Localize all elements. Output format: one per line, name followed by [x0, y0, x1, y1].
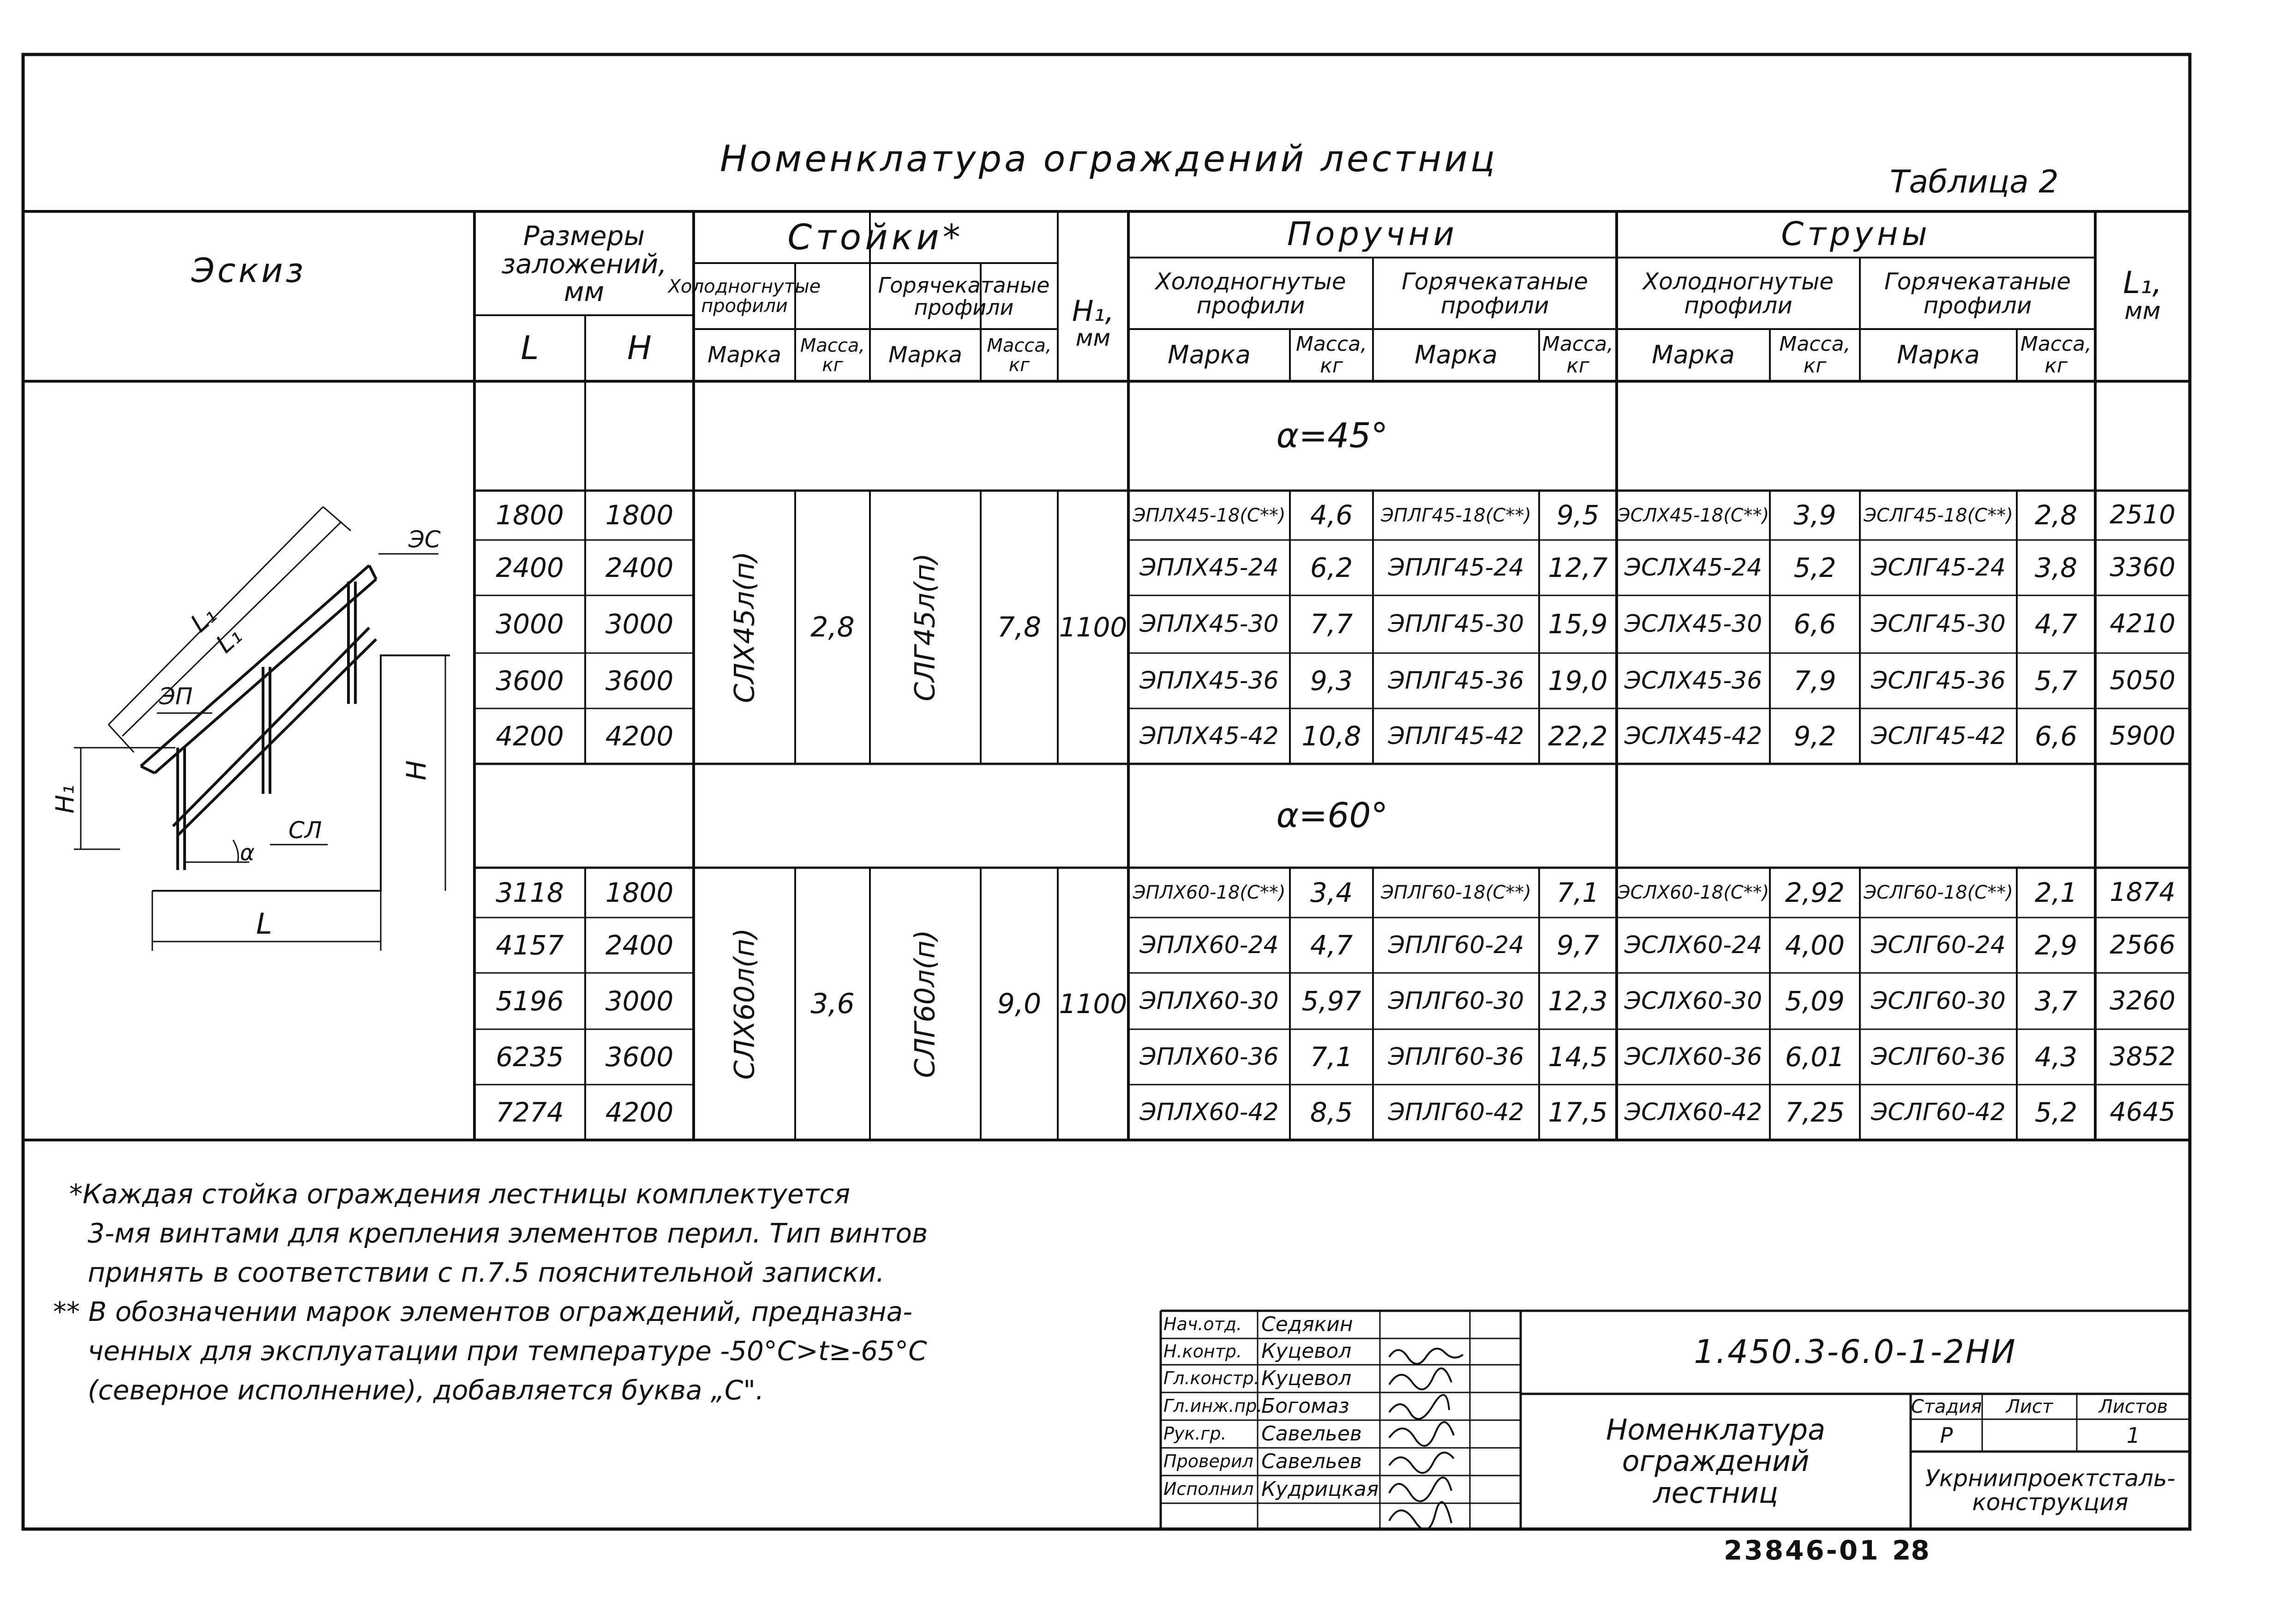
header-l1: [2095, 235, 2190, 355]
mass-l1: Масса,: [1779, 332, 1851, 356]
table-cell-string-cold-mass: 7,25: [1785, 1096, 1845, 1128]
role-name: Савельев: [1261, 1422, 1362, 1446]
header-posts-hot: [870, 264, 1058, 329]
table-cell-string-cold-mass: 5,2: [1793, 552, 1836, 583]
table-cell-L1: 3260: [2110, 985, 2176, 1016]
mark-header: Марка: [1415, 340, 1498, 370]
role-name: Седякин: [1261, 1312, 1353, 1336]
header-handrails-hot: [1373, 258, 1617, 329]
page-number: 28: [1892, 1535, 1930, 1566]
signatures: [1389, 1349, 1463, 1530]
footnotes: [53, 1175, 928, 1410]
table-cell-string-cold-mark: ЭСЛХ45-24: [1624, 553, 1762, 582]
header-posts-cold: [668, 264, 821, 329]
sketch-label-sl: СЛ: [288, 817, 322, 844]
header-sizes-line2: заложений,: [501, 248, 667, 280]
table-cell-string-hot-mass: 5,7: [2034, 665, 2078, 696]
table-cell-string-hot-mark: ЭСЛГ60-24: [1871, 931, 2006, 959]
note-1-line-3: принять в соответствии с п.7.5 пояснительной записки.: [88, 1257, 885, 1288]
table-cell-string-hot-mark: ЭСЛГ60-42: [1871, 1098, 2006, 1126]
table-cell-string-cold-mark: ЭСЛХ60-18(С**): [1617, 882, 1769, 903]
table-cell-handrail-cold-mass: 4,6: [1310, 499, 1353, 531]
table-cell-string-cold-mass: 6,6: [1793, 608, 1836, 640]
organization: [1911, 1452, 2190, 1529]
table-cell-string-cold-mark: ЭСЛХ45-18(С**): [1617, 504, 1769, 526]
table-cell-L1: 4210: [2110, 609, 2176, 639]
table-cell-L1: 5900: [2110, 720, 2176, 751]
mark-header: Марка: [888, 342, 962, 368]
mass-l2: кг: [1008, 354, 1030, 376]
hot-line2: профили: [914, 295, 1014, 320]
table-cell-handrail-cold-mass: 4,7: [1310, 929, 1353, 961]
doc-title-line-2: ограждений: [1622, 1444, 1810, 1478]
table-cell-handrail-hot-mass: 17,5: [1548, 1096, 1608, 1128]
sheets-value: 1: [2126, 1422, 2140, 1448]
doc-title-line-3: лестниц: [1653, 1476, 1778, 1510]
table-cell-handrail-hot-mark: ЭПЛГ60-18(С**): [1381, 882, 1531, 903]
st-cold-line2: профили: [1684, 292, 1792, 319]
role-label: Исполнил: [1163, 1479, 1254, 1500]
cold-line2: профили: [701, 295, 788, 317]
table-cell-string-hot-mass: 2,1: [2034, 876, 2078, 908]
table-cell-L1: 3852: [2110, 1041, 2176, 1072]
post-hot-mass-60: 9,0: [997, 987, 1042, 1020]
table-cell-handrail-cold-mark: ЭПЛХ45-18(С**): [1133, 504, 1286, 526]
post-hot-mark-60-text: СЛГ60л(п): [909, 930, 941, 1078]
mass-l2: кг: [1803, 354, 1827, 378]
role-label: Н.контр.: [1163, 1341, 1242, 1362]
mass-header: [981, 329, 1058, 381]
mass-l1: Масса,: [987, 335, 1052, 356]
post-hot-mark-45: [870, 491, 981, 764]
table-cell-string-cold-mark: ЭСЛХ60-30: [1624, 987, 1762, 1015]
sheets-header: Листов: [2098, 1396, 2168, 1417]
role-label: Рук.гр.: [1163, 1423, 1227, 1444]
role-name: Богомаз: [1261, 1394, 1349, 1418]
table-cell-handrail-cold-mark: ЭПЛХ45-24: [1139, 553, 1279, 582]
mass-l1: Масса,: [1295, 332, 1367, 356]
table-cell-L: 6235: [496, 1041, 564, 1073]
table-cell-string-hot-mark: ЭСЛГ60-30: [1871, 987, 2006, 1015]
role-name: Куцевол: [1261, 1339, 1352, 1363]
sketch-label-es: ЭС: [408, 526, 441, 553]
table-cell-string-hot-mass: 5,2: [2034, 1096, 2078, 1128]
table-cell-string-hot-mass: 2,8: [2034, 499, 2078, 531]
table-cell-handrail-cold-mass: 7,1: [1310, 1041, 1353, 1073]
h1-unit: мм: [1075, 324, 1111, 352]
table-cell-handrail-hot-mark: ЭПЛГ45-42: [1388, 722, 1524, 750]
sheet-header: Лист: [2006, 1396, 2053, 1417]
table-cell-string-hot-mark: ЭСЛГ60-18(С**): [1864, 882, 2013, 903]
mass-header: [2017, 329, 2095, 381]
table-cell-L1: 2566: [2110, 930, 2176, 960]
h1-value-60: 1100: [1059, 988, 1127, 1020]
table-cell-handrail-hot-mass: 9,7: [1556, 929, 1600, 961]
mark-header: Марка: [1168, 340, 1251, 370]
table-cell-handrail-cold-mark: ЭПЛХ60-30: [1139, 987, 1279, 1015]
table-cell-H: 3000: [605, 985, 674, 1017]
note-2-line-1: ** В обозначении марок элементов ограждений, предназна-: [53, 1296, 913, 1327]
st-hot-line2: профили: [1923, 292, 2032, 319]
header-sizes-line3: мм: [564, 276, 605, 308]
table-cell-string-hot-mark: ЭСЛГ45-18(С**): [1864, 504, 2013, 526]
note-1-line-1: *Каждая стойка ограждения лестницы комплектуется: [69, 1178, 851, 1210]
role-name: Кудрицкая: [1261, 1477, 1379, 1501]
table-cell-handrail-hot-mass: 14,5: [1548, 1041, 1608, 1073]
post-hot-mass-45: 7,8: [997, 611, 1042, 643]
table-label: Таблица 2: [1890, 164, 2059, 200]
table-cell-handrail-cold-mass: 3,4: [1310, 876, 1353, 908]
header-h1: [1058, 277, 1128, 369]
mass-l2: кг: [822, 354, 843, 376]
table-cell-string-hot-mark: ЭСЛГ60-36: [1871, 1043, 2006, 1071]
stage-header: Стадия: [1911, 1396, 1982, 1417]
table-cell-H: 3600: [605, 1041, 674, 1073]
mass-l2: кг: [2044, 354, 2068, 378]
sketch-label-ep: ЭП: [159, 683, 193, 710]
table-cell-H: 4200: [605, 720, 674, 752]
table-cell-handrail-hot-mark: ЭПЛГ60-24: [1388, 931, 1524, 959]
stage-value: Р: [1940, 1422, 1953, 1448]
mass-l2: кг: [1566, 354, 1589, 378]
role-label: Гл.констр.: [1163, 1368, 1259, 1389]
header-sketch: Эскиз: [191, 251, 306, 290]
table-cell-L: 5196: [496, 985, 564, 1017]
header-posts: Стойки*: [787, 216, 964, 258]
header-strings: Струны: [1781, 215, 1931, 253]
post-cold-mass-60: 3,6: [810, 987, 855, 1020]
table-cell-handrail-cold-mass: 7,7: [1310, 608, 1353, 640]
header-strings-cold: [1617, 258, 1860, 329]
table-cell-H: 4200: [605, 1096, 674, 1128]
st-cold-line1: Холодногнутые: [1643, 268, 1834, 295]
role-label: Нач.отд.: [1163, 1314, 1242, 1335]
mass-l1: Масса,: [800, 335, 865, 356]
table-cell-string-hot-mass: 2,9: [2034, 929, 2078, 961]
post-cold-mark-45: [694, 491, 795, 764]
doc-title: [1521, 1394, 1911, 1529]
table-cell-L: 3118: [496, 876, 564, 908]
h1-value-45: 1100: [1059, 611, 1127, 643]
table-cell-handrail-hot-mass: 12,3: [1548, 985, 1608, 1017]
table-cell-string-cold-mark: ЭСЛХ45-36: [1624, 666, 1762, 695]
table-cell-string-cold-mark: ЭСЛХ60-42: [1624, 1098, 1762, 1126]
mass-l1: Масса,: [1542, 332, 1614, 356]
post-cold-mass-45: 2,8: [810, 611, 855, 643]
organization-line-2: конструкция: [1972, 1489, 2128, 1516]
stamp-number: 23846-01: [1724, 1535, 1880, 1566]
table-cell-string-cold-mass: 2,92: [1785, 876, 1845, 908]
table-cell-L: 3600: [496, 665, 564, 696]
header-sizes: [474, 213, 694, 315]
table-cell-handrail-cold-mass: 5,97: [1301, 985, 1361, 1017]
table-cell-handrail-cold-mass: 9,3: [1310, 665, 1353, 696]
role-name: Куцевол: [1261, 1366, 1352, 1390]
role-label: Гл.инж.пр.: [1163, 1396, 1263, 1416]
table-cell-L: 4157: [496, 929, 564, 961]
table-cell-L1: 3360: [2110, 552, 2176, 582]
mass-header: [1770, 329, 1860, 381]
table-cell-H: 1800: [605, 876, 674, 908]
table-cell-L: 7274: [496, 1096, 564, 1128]
header-handrails: Поручни: [1287, 215, 1458, 253]
table-cell-string-cold-mass: 7,9: [1793, 665, 1836, 696]
table-cell-string-hot-mark: ЭСЛГ45-42: [1871, 722, 2006, 750]
table-cell-H: 3000: [605, 608, 674, 640]
table-cell-handrail-cold-mark: ЭПЛХ45-30: [1139, 610, 1279, 638]
table-cell-string-hot-mass: 3,8: [2034, 552, 2078, 583]
post-hot-mark-45-text: СЛГ45л(п): [909, 553, 941, 702]
table-cell-string-cold-mass: 9,2: [1793, 720, 1836, 752]
doc-code: 1.450.3-6.0-1-2НИ: [1694, 1333, 2017, 1371]
table-cell-L1: 5050: [2110, 665, 2176, 696]
role-name: Савельев: [1261, 1449, 1362, 1473]
angle-60-caption: α=60°: [1276, 795, 1388, 835]
header-H: H: [627, 329, 652, 367]
table-cell-handrail-cold-mark: ЭПЛХ60-42: [1139, 1098, 1279, 1126]
table-cell-string-cold-mass: 5,09: [1785, 985, 1845, 1017]
table-cell-handrail-hot-mass: 19,0: [1548, 665, 1608, 696]
st-hot-line1: Горячекатаные: [1884, 268, 2071, 295]
note-1-line-2: 3-мя винтами для крепления элементов перил. Тип винтов: [88, 1218, 928, 1249]
table-cell-string-cold-mark: ЭСЛХ45-30: [1624, 610, 1762, 638]
hr-hot-line1: Горячекатаные: [1401, 268, 1589, 295]
table-cell-handrail-cold-mark: ЭПЛХ60-24: [1139, 931, 1279, 959]
header-L: L: [521, 329, 539, 367]
sketch-label-L: L: [256, 907, 272, 941]
table-cell-H: 1800: [605, 499, 674, 531]
table-cell-handrail-cold-mark: ЭПЛХ45-36: [1139, 666, 1279, 695]
post-hot-mark-60: [870, 868, 981, 1140]
table-cell-L: 2400: [496, 552, 564, 583]
table-cell-L1: 4645: [2110, 1097, 2176, 1127]
railing-sketch: [74, 507, 450, 951]
l1-unit: мм: [2124, 297, 2161, 325]
table-cell-handrail-hot-mark: ЭПЛГ45-24: [1388, 553, 1524, 582]
table-cell-L1: 2510: [2110, 500, 2176, 530]
cold-line1: Холодногнутые: [668, 276, 821, 297]
page-title: Номенклатура ограждений лестниц: [720, 138, 1498, 180]
note-2-line-2: ченных для эксплуатации при температуре -50°C>t≥-65°C: [88, 1335, 927, 1367]
sketch-label-H1: H₁: [50, 785, 80, 814]
doc-title-line-1: Номенклатура: [1606, 1413, 1826, 1447]
table-cell-string-hot-mark: ЭСЛГ45-36: [1871, 666, 2006, 695]
table-cell-string-cold-mass: 4,00: [1785, 929, 1845, 961]
table-cell-string-cold-mark: ЭСЛХ45-42: [1624, 722, 1762, 750]
table-cell-handrail-hot-mark: ЭПЛГ45-36: [1388, 666, 1524, 695]
table-cell-handrail-cold-mark: ЭПЛХ60-36: [1139, 1043, 1279, 1071]
table-cell-H: 2400: [605, 552, 674, 583]
post-cold-mark-60: [694, 868, 795, 1140]
table-cell-H: 2400: [605, 929, 674, 961]
post-cold-mark-60-text: СЛХ60л(п): [728, 928, 761, 1080]
table-cell-string-cold-mass: 3,9: [1793, 499, 1836, 531]
table-cell-string-hot-mass: 3,7: [2034, 985, 2078, 1017]
table-cell-handrail-cold-mass: 6,2: [1310, 552, 1353, 583]
mass-header: [1290, 329, 1373, 381]
table-cell-string-hot-mass: 4,7: [2034, 608, 2078, 640]
table-cell-L: 4200: [496, 720, 564, 752]
table-cell-L1: 1874: [2110, 877, 2176, 907]
table-cell-handrail-hot-mark: ЭПЛГ45-18(С**): [1381, 504, 1531, 526]
table-cell-handrail-hot-mass: 9,5: [1556, 499, 1600, 531]
table-cell-handrail-cold-mass: 10,8: [1301, 720, 1361, 752]
sketch-label-l1-inner: L₁: [210, 621, 248, 659]
mass-header: [795, 329, 870, 381]
mass-header: [1539, 329, 1617, 381]
table-cell-handrail-hot-mark: ЭПЛГ60-30: [1388, 987, 1524, 1015]
table-cell-string-cold-mark: ЭСЛХ60-24: [1624, 931, 1762, 959]
sketch-label-l1-outer: L₁: [185, 600, 222, 638]
header-handrails-cold: [1128, 258, 1373, 329]
hr-cold-line1: Холодногнутые: [1155, 268, 1346, 295]
table-cell-handrail-hot-mass: 15,9: [1548, 608, 1608, 640]
table-cell-L: 1800: [496, 499, 564, 531]
table-cell-handrail-cold-mark: ЭПЛХ60-18(С**): [1133, 882, 1286, 903]
hr-cold-line2: профили: [1196, 292, 1305, 319]
l1-label: L₁,: [2123, 265, 2162, 301]
mark-header: Марка: [1652, 340, 1735, 370]
mass-l1: Масса,: [2020, 332, 2092, 356]
table-cell-handrail-hot-mass: 22,2: [1548, 720, 1608, 752]
table-cell-handrail-hot-mark: ЭПЛГ60-42: [1388, 1098, 1524, 1126]
table-cell-L: 3000: [496, 608, 564, 640]
role-label: Проверил: [1163, 1451, 1253, 1472]
table-cell-string-hot-mass: 6,6: [2034, 720, 2078, 752]
table-cell-H: 3600: [605, 665, 674, 696]
h1-label: H₁,: [1072, 294, 1115, 328]
mark-header: Марка: [1897, 340, 1980, 370]
hr-hot-line2: профили: [1440, 292, 1549, 319]
sketch-label-alpha: α: [240, 840, 255, 866]
post-cold-mark-45-text: СЛХ45л(п): [728, 551, 761, 703]
organization-line-1: Укрниипроектсталь-: [1925, 1464, 2176, 1492]
table-cell-string-hot-mass: 4,3: [2034, 1041, 2078, 1073]
table-cell-handrail-hot-mass: 12,7: [1548, 552, 1608, 583]
table-cell-handrail-hot-mark: ЭПЛГ60-36: [1388, 1043, 1524, 1071]
table-cell-handrail-hot-mass: 7,1: [1556, 876, 1600, 908]
mark-header: Марка: [707, 342, 781, 368]
table-cell-handrail-hot-mark: ЭПЛГ45-30: [1388, 610, 1524, 638]
note-2-line-3: (северное исполнение), добавляется буква „С".: [88, 1374, 764, 1406]
angle-45-caption: α=45°: [1276, 415, 1388, 456]
table-cell-string-cold-mark: ЭСЛХ60-36: [1624, 1043, 1762, 1071]
mass-l2: кг: [1320, 354, 1343, 378]
table-cell-handrail-cold-mass: 8,5: [1310, 1096, 1353, 1128]
header-sizes-line1: Размеры: [523, 220, 645, 252]
table-cell-handrail-cold-mark: ЭПЛХ45-42: [1139, 722, 1279, 750]
table-cell-string-cold-mass: 6,01: [1785, 1041, 1845, 1073]
header-strings-hot: [1860, 258, 2095, 329]
table-cell-string-hot-mark: ЭСЛГ45-24: [1871, 553, 2006, 582]
table-cell-string-hot-mark: ЭСЛГ45-30: [1871, 610, 2006, 638]
sketch-label-H: H: [400, 760, 432, 780]
hot-line1: Горячекатаные: [878, 272, 1050, 298]
